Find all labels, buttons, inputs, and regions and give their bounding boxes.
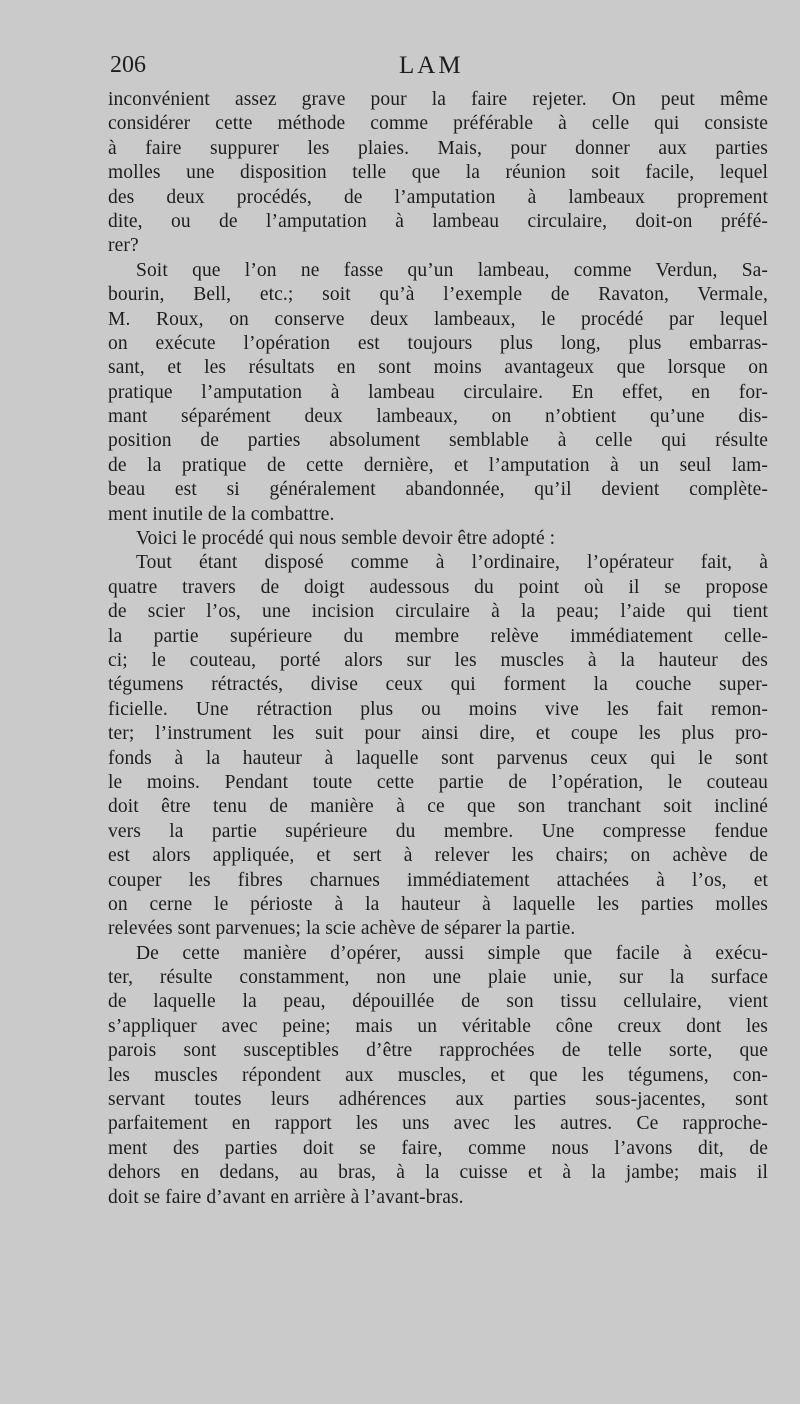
text-line: la partie supérieure du membre relève immédiatement celle- [108, 625, 768, 647]
text-line: ment inutile de la combattre. [108, 503, 335, 525]
text-line: molles une disposition telle que la réunion soit facile, lequel [108, 162, 768, 184]
text-line: on exécute l’opération est toujours plus long, plus embarras- [108, 332, 768, 354]
text-line: Soit que l’on ne fasse qu’un lambeau, comme Verdun, Sa- [136, 259, 768, 281]
text-line: le moins. Pendant toute cette partie de l’opération, le couteau [108, 771, 768, 793]
text-line: mant séparément deux lambeaux, on n’obtient qu’une dis- [108, 406, 768, 428]
text-line: doit se faire d’avant en arrière à l’avant-bras. [108, 1186, 464, 1208]
text-line: beau est si généralement abandonnée, qu’il devient complète- [108, 479, 768, 501]
text-line: vers la partie supérieure du membre. Une compresse fendue [108, 820, 768, 842]
text-line: de scier l’os, une incision circulaire à la peau; l’aide qui tient [108, 601, 768, 623]
text-line: quatre travers de doigt audessous du point où il se propose [108, 576, 768, 598]
text-line: couper les fibres charnues immédiatement attachées à l’os, et [108, 869, 768, 891]
text-line: de laquelle la peau, dépouillée de son tissu cellulaire, vient [108, 991, 768, 1013]
text-line: les muscles répondent aux muscles, et que les tégumens, con- [108, 1064, 768, 1086]
text-line: inconvénient assez grave pour la faire rejeter. On peut même [108, 89, 768, 110]
text-line: des deux procédés, de l’amputation à lambeaux proprement [108, 186, 768, 208]
text-line: on cerne le périoste à la hauteur à laquelle les parties molles [108, 893, 768, 915]
text-line: s’appliquer avec peine; mais un véritable cône creux dont les [108, 1015, 768, 1037]
text-line: ter; l’instrument les suit pour ainsi dire, et coupe les plus pro- [108, 723, 768, 745]
text-line: parfaitement en rapport les uns avec les autres. Ce rapproche- [108, 1113, 768, 1135]
text-line: ficielle. Une rétraction plus ou moins vive les fait remon- [108, 698, 768, 720]
text-line: sant, et les résultats en sont moins avantageux que lorsque on [108, 357, 768, 379]
running-head: LAM [399, 52, 464, 79]
text-line: relevées sont parvenues; la scie achève de séparer la partie. [108, 918, 576, 940]
text-line: De cette manière d’opérer, aussi simple que facile à exécu- [136, 942, 768, 964]
text-line: rer? [108, 235, 139, 257]
text-line: dite, ou de l’amputation à lambeau circulaire, doit-on préfé- [108, 210, 768, 232]
text-line: doit être tenu de manière à ce que son tranchant soit incliné [108, 796, 768, 818]
page-header [108, 52, 766, 84]
page-number: 206 [110, 52, 146, 78]
text-line: position de parties absolument semblable à celle qui résulte [108, 430, 768, 452]
body-text [108, 88, 768, 1210]
text-line: considérer cette méthode comme préférable à celle qui consiste [108, 113, 768, 135]
text-line: ment des parties doit se faire, comme nous l’avons dit, de [108, 1137, 768, 1159]
text-line: bourin, Bell, etc.; soit qu’à l’exemple de Ravaton, Vermale, [108, 284, 768, 306]
text-line: de la pratique de cette dernière, et l’amputation à un seul lam- [108, 454, 768, 476]
text-line: ter, résulte constamment, non une plaie unie, sur la surface [108, 967, 768, 989]
text-line: M. Roux, on conserve deux lambeaux, le procédé par lequel [108, 308, 768, 330]
text-line: est alors appliquée, et sert à relever les chairs; on achève de [108, 845, 768, 867]
text-line: pratique l’amputation à lambeau circulaire. En effet, en for- [108, 381, 768, 403]
text-line: à faire suppurer les plaies. Mais, pour donner aux parties [108, 137, 768, 159]
text-line: tégumens rétractés, divise ceux qui forment la couche super- [108, 674, 768, 696]
text-line: Voici le procédé qui nous semble devoir être adopté : [136, 528, 556, 550]
text-line: ci; le couteau, porté alors sur les muscles à la hauteur des [108, 649, 768, 671]
text-line: dehors en dedans, au bras, à la cuisse et à la jambe; mais il [108, 1162, 768, 1184]
text-line: servant toutes leurs adhérences aux parties sous-jacentes, sont [108, 1089, 768, 1111]
text-line: parois sont susceptibles d’être rapprochées de telle sorte, que [108, 1040, 768, 1062]
text-line: fonds à la hauteur à laquelle sont parvenus ceux qui le sont [108, 747, 768, 769]
text-line: Tout étant disposé comme à l’ordinaire, l’opérateur fait, à [136, 552, 768, 574]
